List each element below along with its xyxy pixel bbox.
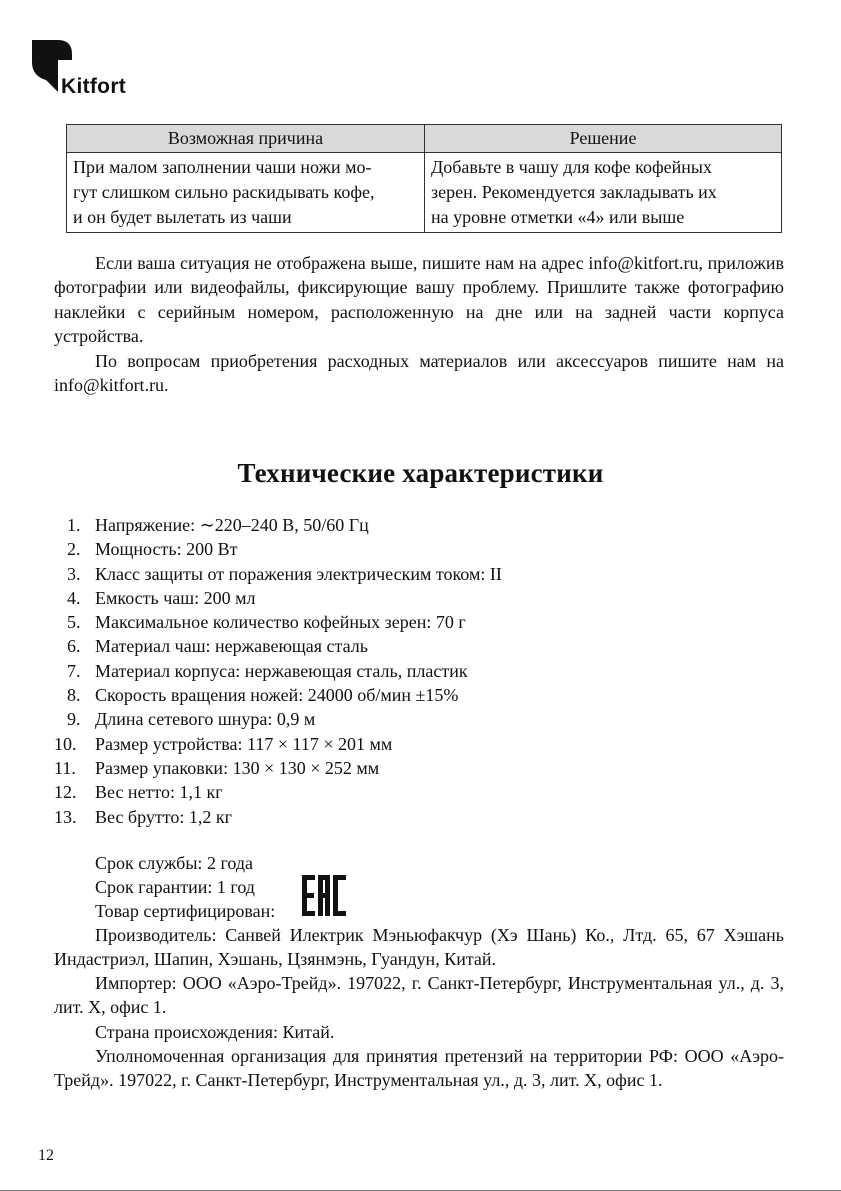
table-header-row bbox=[67, 125, 782, 153]
list-item: 1. Напряжение: ∼220–240 В, 50/60 Гц bbox=[67, 515, 369, 535]
contact-paragraph: Если ваша ситуация не отображена выше, пишите нам на адрес info@kitfort.ru, приложив фотографии или видеофайлы, фиксирующие вашу проблему. Пришлите также фотографию наклейки с серийным номером, расположенную на дне или на задней части корпуса устройства. bbox=[54, 253, 784, 346]
list-item: 11. Размер упаковки: 130 × 130 × 252 мм bbox=[54, 757, 380, 778]
cause-cell bbox=[67, 153, 425, 233]
eac-mark-icon bbox=[302, 875, 346, 916]
service-life: Срок службы: 2 года bbox=[95, 853, 254, 873]
table-row bbox=[67, 153, 782, 233]
list-item: 7. Материал корпуса: нержавеющая сталь, пластик bbox=[67, 660, 468, 681]
country-of-origin: Страна происхождения: Китай. bbox=[95, 1022, 335, 1042]
list-item: 2. Мощность: 200 Вт bbox=[67, 539, 238, 560]
manufacturer: Производитель: Санвей Илектрик Мэньюфакчур (Хэ Шань) Ко., Лтд. 65, 67 Хэшань Индастриэл, Шапин, Хэшань, Цзянмэнь, Гуандун, Китай. bbox=[54, 925, 784, 970]
page-number: 12 bbox=[38, 1147, 54, 1164]
list-item: 8. Скорость вращения ножей: 24000 об/мин ±15% bbox=[67, 685, 459, 706]
section-title: Технические характеристики bbox=[237, 458, 604, 488]
brand-name: Kitfort bbox=[61, 75, 127, 98]
cell-line: гут слишком сильно раскидывать кофе, bbox=[73, 182, 375, 202]
accessories-paragraph: По вопросам приобретения расходных материалов или аксессуаров пишите нам на info@kitfort.ru. bbox=[54, 351, 784, 396]
solution-cell bbox=[425, 153, 782, 233]
importer: Импортер: ООО «Аэро-Трейд». 197022, г. Санкт-Петербург, Инструментальная ул., д. 3, лит. Х, офис 1. bbox=[54, 973, 784, 1018]
certified-label: Товар сертифицирован: bbox=[95, 901, 276, 921]
cell-line: Добавьте в чашу для кофе кофейных bbox=[431, 157, 712, 177]
list-item: 3. Класс защиты от поражения электрическим током: II bbox=[67, 563, 502, 584]
cell-line: При малом заполнении чаши ножи мо- bbox=[73, 157, 372, 177]
cell-line: зерен. Рекомендуется закладывать их bbox=[431, 182, 717, 202]
list-item: 9. Длина сетевого шнура: 0,9 м bbox=[67, 709, 316, 730]
list-item: 4. Емкость чаш: 200 мл bbox=[67, 587, 256, 608]
list-item: 10. Размер устройства: 117 × 117 × 201 мм bbox=[54, 733, 393, 754]
warranty: Срок гарантии: 1 год bbox=[95, 877, 255, 897]
cell-line: на уровне отметки «4» или выше bbox=[431, 207, 685, 227]
authorized-organization: Уполномоченная организация для принятия претензий на территории РФ: ООО «Аэро-Трейд». 197022, г. Санкт-Петербург, Инструментальная ул., д. 3, лит. Х, офис 1. bbox=[54, 1046, 784, 1091]
list-item: 5. Максимальное количество кофейных зерен: 70 г bbox=[67, 612, 466, 633]
list-item: 6. Материал чаш: нержавеющая сталь bbox=[67, 636, 368, 657]
kitfort-logo bbox=[32, 40, 162, 100]
specs-list bbox=[54, 513, 502, 829]
cell-line: и он будет вылетать из чаши bbox=[73, 207, 292, 227]
troubleshooting-table bbox=[66, 124, 782, 233]
list-item: 13. Вес брутто: 1,2 кг bbox=[54, 806, 232, 827]
list-item: 12. Вес нетто: 1,1 кг bbox=[54, 782, 223, 803]
column-header-solution: Решение bbox=[425, 125, 782, 153]
column-header-cause: Возможная причина bbox=[67, 125, 425, 153]
